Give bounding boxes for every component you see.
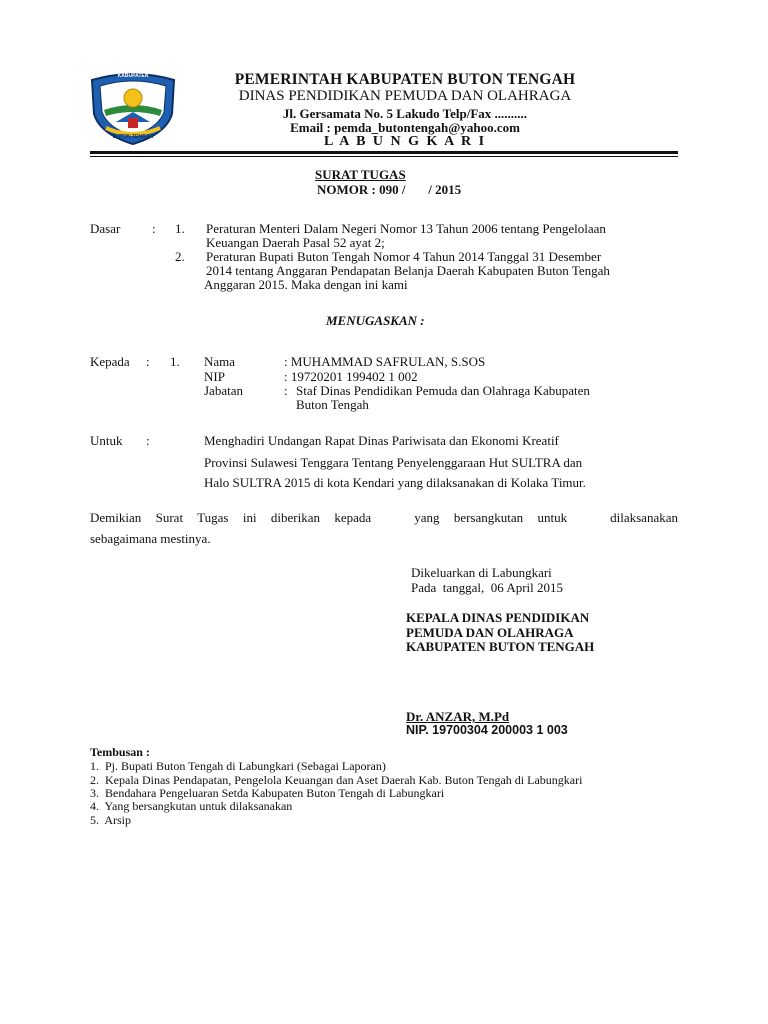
document-number: NOMOR : 090 / / 2015 <box>317 182 462 197</box>
logo-bottom-text: BUTON TENGAH <box>112 134 154 140</box>
signatory-nip: NIP. 19700304 200003 1 003 <box>406 723 568 737</box>
jabatan-value-line-2: Buton Tengah <box>296 397 369 412</box>
nama-value: : MUHAMMAD SAFRULAN, S.SOS <box>284 354 486 369</box>
jabatan-label: Jabatan <box>204 383 243 398</box>
menugaskan-heading: MENUGASKAN : <box>326 313 425 328</box>
tembusan-item: 4. Yang bersangkutan untuk dilaksanakan <box>90 799 293 813</box>
dasar-label: Dasar <box>90 221 121 236</box>
dasar-item-1-num: 1. <box>175 221 185 236</box>
untuk-line-3: Halo SULTRA 2015 di kota Kendari yang dilaksanakan di Kolaka Timur. <box>204 475 586 490</box>
dasar-item-1-line-2: Keuangan Daerah Pasal 52 ayat 2; <box>206 235 385 250</box>
untuk-line-2: Provinsi Sulawesi Tenggara Tentang Penyelenggaraan Hut SULTRA dan <box>204 455 583 470</box>
signatory-title-line-2: PEMUDA DAN OLAHRAGA <box>406 625 574 640</box>
letterhead-address: Jl. Gersamata No. 5 Lakudo Telp/Fax .......... <box>282 106 528 121</box>
closing-line-2: sebagaimana mestinya. <box>90 531 211 546</box>
document-title: SURAT TUGAS <box>315 167 406 182</box>
tembusan-item: 3. Bendahara Pengeluaran Setda Kabupaten Buton Tengah di Labungkari <box>90 786 445 800</box>
dasar-colon: : <box>152 221 156 236</box>
letterhead-rule-thin <box>90 156 678 157</box>
tembusan-item: 1. Pj. Bupati Buton Tengah di Labungkari (Sebagai Laporan) <box>90 759 386 773</box>
tembusan-label: Tembusan : <box>90 745 150 759</box>
nip-value: : 19720201 199402 1 002 <box>284 369 418 384</box>
signatory-name: Dr. ANZAR, M.Pd <box>406 709 510 724</box>
kepada-label: Kepada <box>90 354 130 369</box>
untuk-colon: : <box>146 433 150 448</box>
untuk-label: Untuk <box>90 433 123 448</box>
letterhead-city: L A B U N G K A R I <box>323 134 487 149</box>
letterhead-email: Email : pemda_butontengah@yahoo.com <box>290 120 520 135</box>
letterhead-department: DINAS PENDIDIKAN PEMUDA DAN OLAHRAGA <box>238 88 572 104</box>
tembusan-item: 2. Kepala Dinas Pendapatan, Pengelola Keuangan dan Aset Daerah Kab. Buton Tengah di Labungkari <box>90 773 583 787</box>
dasar-item-1-line-1: Peraturan Menteri Dalam Negeri Nomor 13 Tahun 2006 tentang Pengelolaan <box>206 221 606 236</box>
untuk-line-1: Menghadiri Undangan Rapat Dinas Pariwisata dan Ekonomi Kreatif <box>204 433 559 448</box>
tembusan-item: 5. Arsip <box>90 813 132 827</box>
letterhead-rule-thick <box>90 151 678 154</box>
dasar-item-2-line-2: 2014 tentang Anggaran Pendapatan Belanja Daerah Kabupaten Buton Tengah <box>206 263 610 278</box>
nama-label: Nama <box>204 354 236 369</box>
kepada-colon: : <box>146 354 150 369</box>
letterhead-government: PEMERINTAH KABUPATEN BUTON TENGAH <box>234 71 576 88</box>
closing-line-1: Demikian Surat Tugas ini diberikan kepada yang bersangkutan untuk dilaksanakan <box>90 510 678 525</box>
dasar-item-2-line-1: Peraturan Bupati Buton Tengah Nomor 4 Tahun 2014 Tanggal 31 Desember <box>206 249 602 264</box>
jabatan-value-line-1: Staf Dinas Pendidikan Pemuda dan Olahraga Kabupaten <box>296 383 590 398</box>
nip-label: NIP <box>204 369 225 384</box>
dasar-item-2-num: 2. <box>175 249 185 264</box>
signatory-title-line-1: KEPALA DINAS PENDIDIKAN <box>406 610 590 625</box>
issued-date: Pada tanggal, 06 April 2015 <box>411 580 564 595</box>
dasar-item-2-line-3: Anggaran 2015. Maka dengan ini kami <box>204 277 408 292</box>
logo-top-text: KABUPATEN <box>117 73 149 79</box>
issued-place: Dikeluarkan di Labungkari <box>411 565 552 580</box>
signatory-title-line-3: KABUPATEN BUTON TENGAH <box>406 639 595 654</box>
jabatan-colon: : <box>284 383 288 398</box>
kepada-num: 1. <box>170 354 180 369</box>
